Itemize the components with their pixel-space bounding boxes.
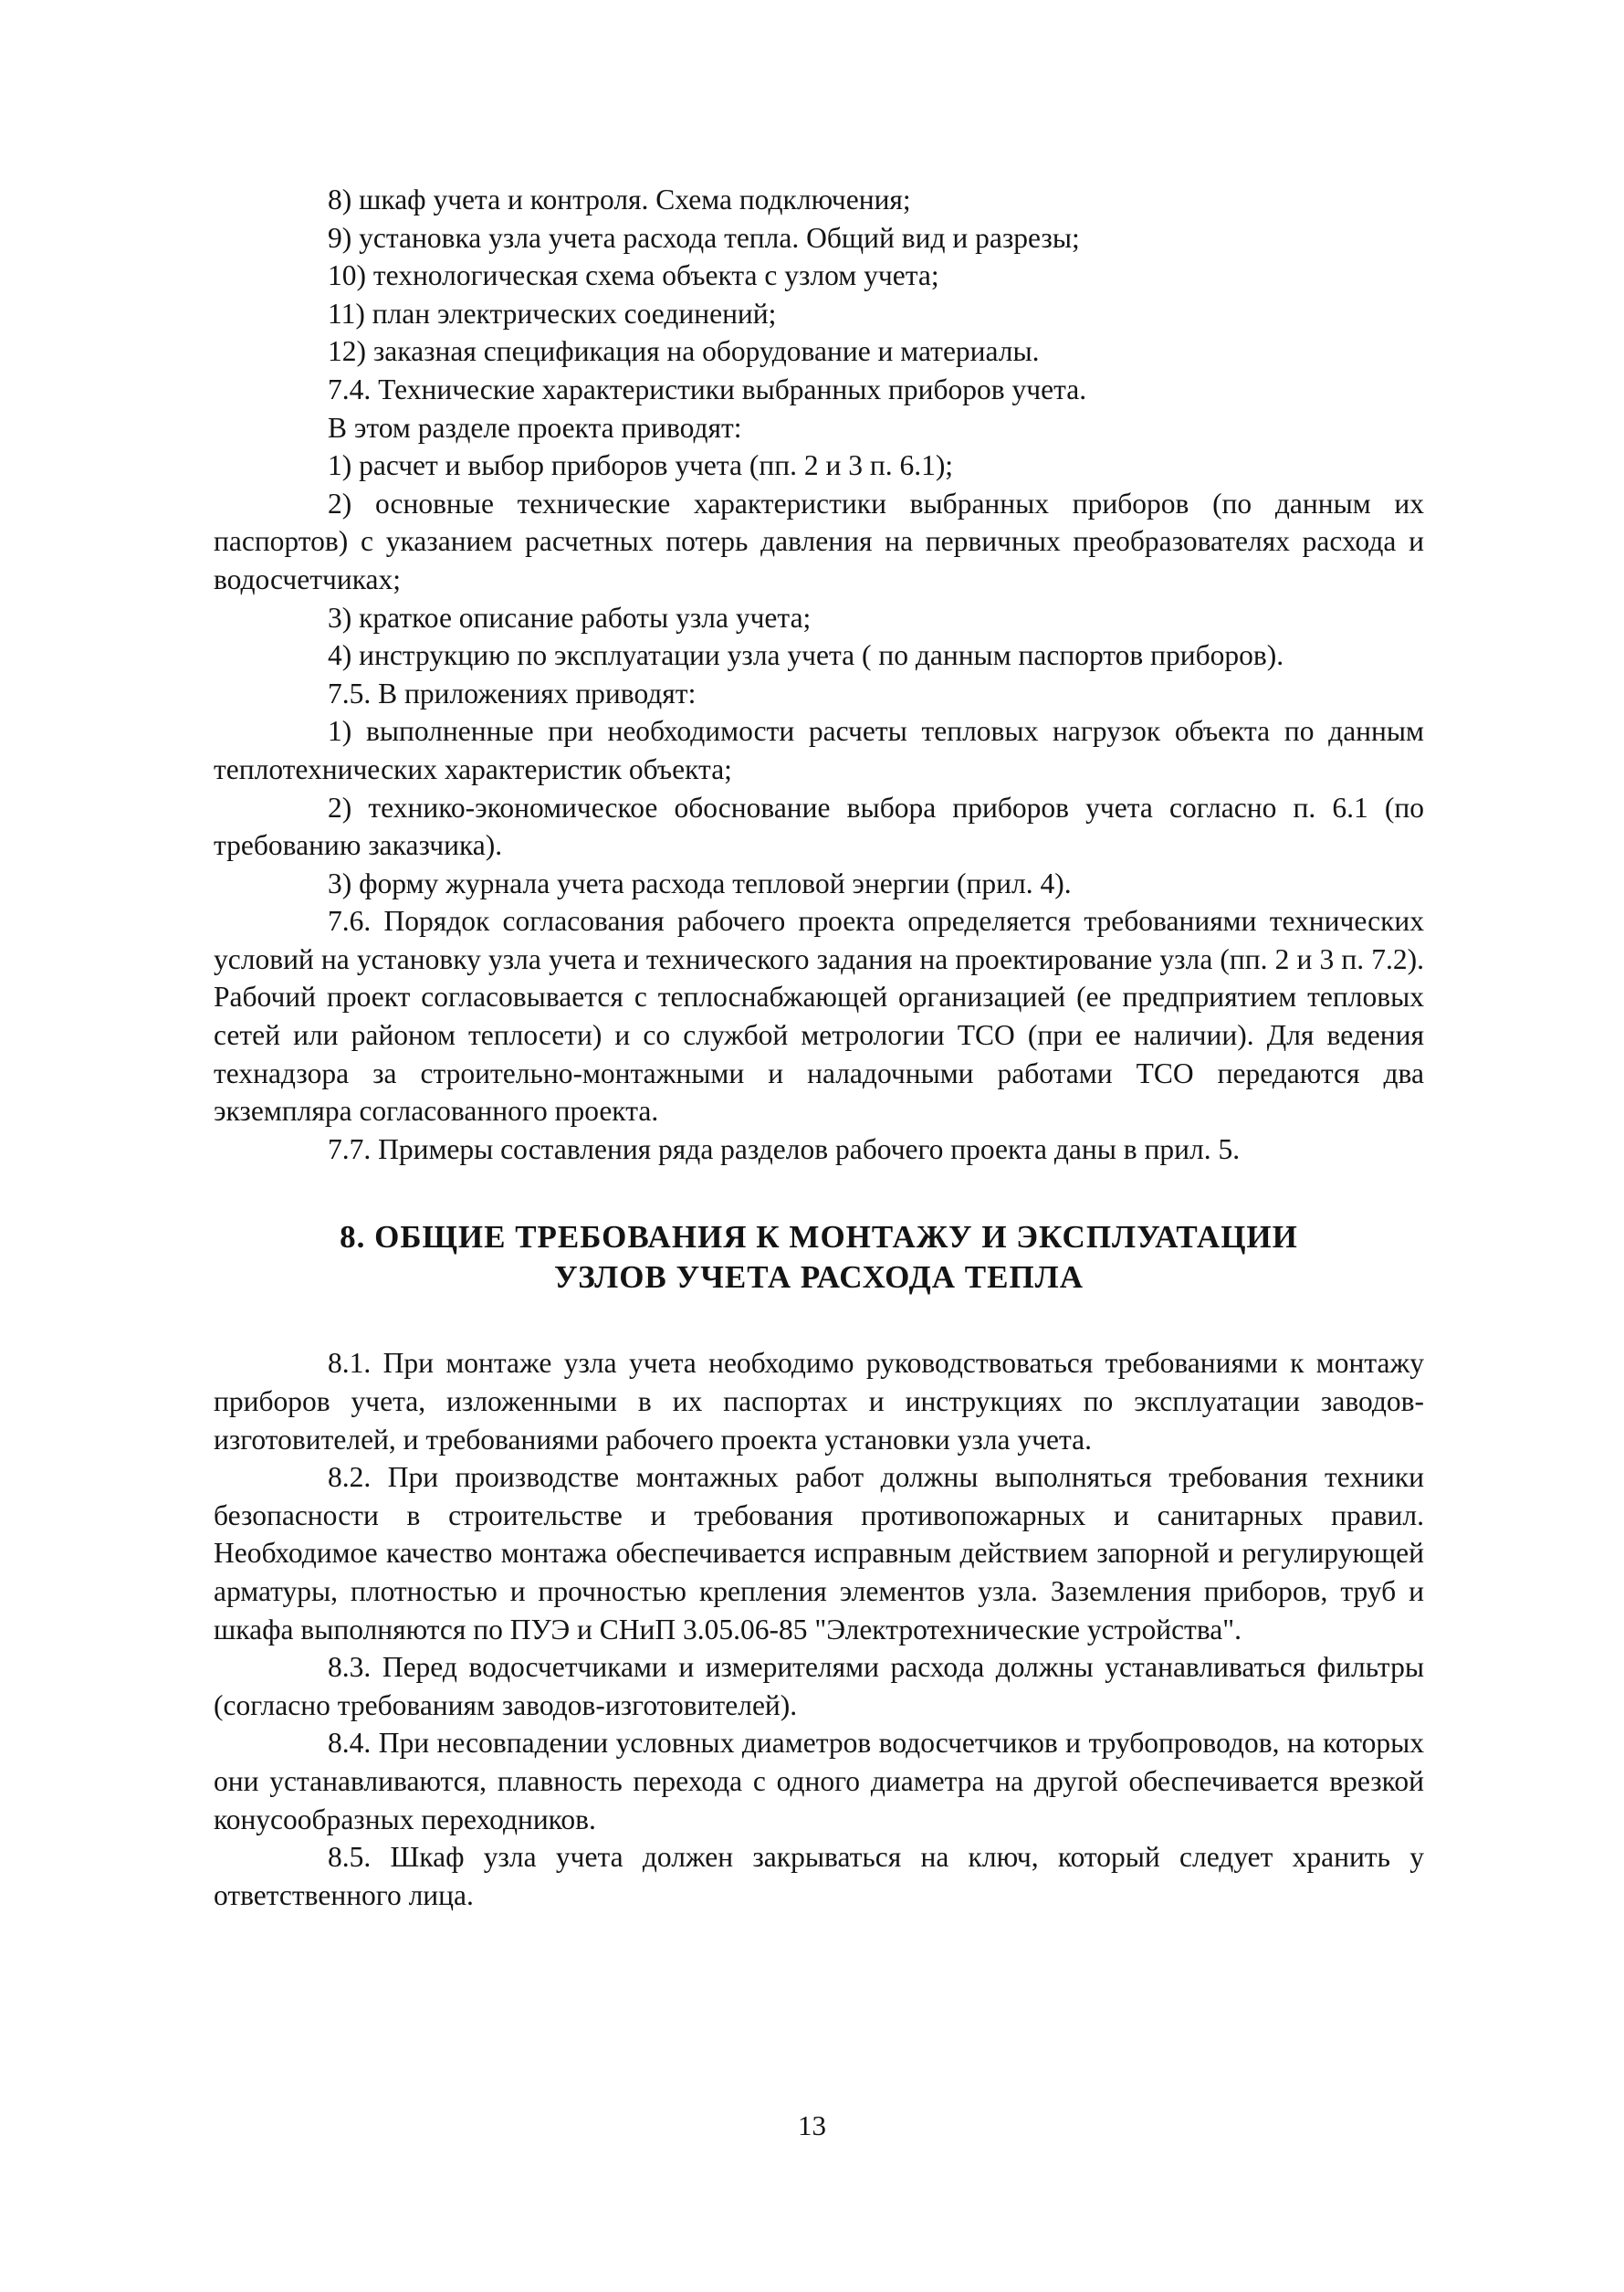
paragraph: 10) технологическая схема объекта с узлом учета; [328,259,939,292]
section-heading-line-1: 8. ОБЩИЕ ТРЕБОВАНИЯ К МОНТАЖУ И ЭКСПЛУАТАЦИИ [340,1219,1298,1256]
paragraph: 7.7. Примеры составления ряда разделов рабочего проекта даны в прил. 5. [328,1132,1241,1165]
paragraph: 1) расчет и выбор приборов учета (пп. 2 и 3 п. 6.1); [328,449,954,482]
paragraph: 4) инструкцию по эксплуатации узла учета ( по данным паспортов приборов). [328,639,1284,672]
section-heading [214,1217,1424,1298]
section-heading-line-2: УЗЛОВ УЧЕТА РАСХОДА ТЕПЛА [553,1259,1084,1296]
paragraph: 3) форму журнала учета расхода тепловой энергии (прил. 4). [328,867,1072,899]
paragraph: 7.5. В приложениях приводят: [328,677,697,710]
paragraph: 7.4. Технические характеристики выбранных приборов учета. [328,373,1087,405]
paragraph: 7.6. Порядок согласования рабочего проекта определяется требованиями технических условий на установку узла учета и технического задания на проектирование узла (пп. 2 и 3 п. 7.2). Рабочий проект согласовывается с теплоснабжающей организацией (ее предприятием тепловых сетей или районом теплосети) и со службой метрологии ТСО (при ее наличии). Для ведения технадзора за строительно-монтажными и наладочными работами ТСО передаются два экземпляра согласованного проекта. [214,905,1424,1128]
paragraph: 2) основные технические характеристики выбранных приборов (по данным их паспортов) с указанием расчетных потерь давления на первичных преобразователях расхода и водосчетчиках; [214,487,1424,595]
page-body [214,181,1424,1914]
paragraph: 2) технико-экономическое обоснование выбора приборов учета согласно п. 6.1 (по требованию заказчика). [214,791,1424,862]
paragraph: 8.3. Перед водосчетчиками и измерителями расхода должны устанавливаться фильтры (согласно требованиям заводов-изготовителей). [214,1651,1424,1721]
paragraph: 11) план электрических соединений; [328,297,777,330]
paragraph: 1) выполненные при необходимости расчеты тепловых нагрузок объекта по данным теплотехнических характеристик объекта; [214,715,1424,785]
paragraph: 3) краткое описание работы узла учета; [328,601,812,634]
paragraph: 9) установка узла учета расхода тепла. Общий вид и разрезы; [328,221,1080,254]
page-number: 13 [798,2109,826,2141]
paragraph: 8.4. При несовпадении условных диаметров водосчетчиков и трубопроводов, на которых они устанавливаются, плавность перехода с одного диаметра на другой обеспечивается врезкой конусообразных переходников. [214,1727,1424,1835]
paragraph: 8.5. Шкаф узла учета должен закрываться на ключ, который следует хранить у ответственного лица. [214,1841,1424,1911]
paragraph: В этом разделе проекта приводят: [328,411,742,444]
paragraph: 8) шкаф учета и контроля. Схема подключения; [328,184,911,216]
paragraph: 8.2. При производстве монтажных работ должны выполняться требования техники безопасности в строительстве и требования противопожарных и санитарных правил. Необходимое качество монтажа обеспечивается исправным действием запорной и регулирующей арматуры, плотностью и прочностью крепления элементов узла. Заземления приборов, труб и шкафа выполняются по ПУЭ и СНиП 3.05.06-85 "Электротехнические устройства". [214,1461,1424,1645]
paragraph: 8.1. При монтаже узла учета необходимо руководствоваться требованиями к монтажу приборов учета, изложенными в их паспортах и инструкциях по эксплуатации заводов-изготовителей, и требованиями рабочего проекта установки узла учета. [214,1347,1424,1456]
paragraph: 12) заказная спецификация на оборудование и материалы. [328,335,1040,368]
